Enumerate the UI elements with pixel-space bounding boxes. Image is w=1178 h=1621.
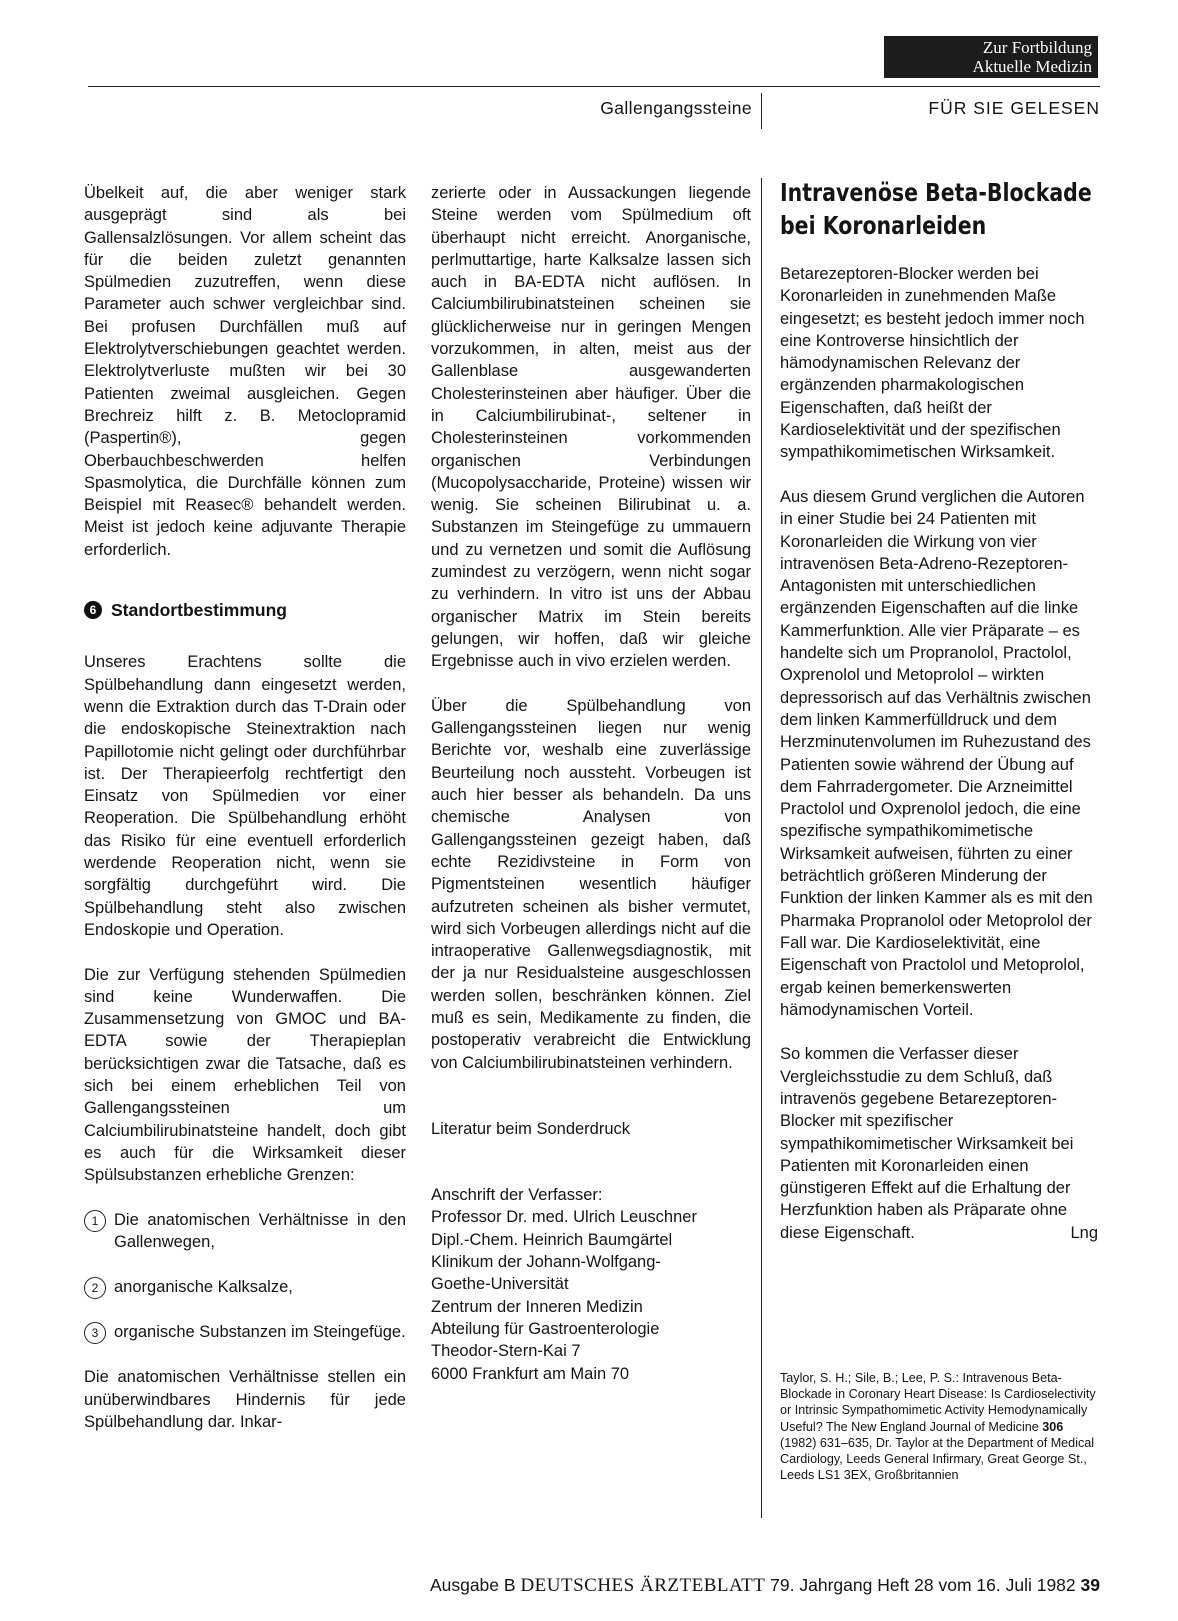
footer-issue: 79. Jahrgang Heft 28 vom 16. Juli 1982 [770,1575,1076,1595]
running-head-right: FÜR SIE GELESEN [928,98,1100,118]
article-title-line: Intravenöse Beta-Blockade [780,178,1092,207]
citation-volume: 306 [1042,1419,1064,1434]
address-line: Abteilung für Gastroenterologie [431,1319,660,1338]
footer-edition: Ausgabe B [429,1575,516,1595]
paragraph: Übelkeit auf, die aber weniger stark ausgeprägt sind als bei Gallensalzlösungen. Vor allem scheint das für die beiden zuletzt genannten Spülmedien zuzutreffen, wenn diese Parameter auch schwer vergleichbar sind. Bei profusen Durchfällen muß auf Elektrolytverschiebungen geachtet werden. Elektrolytverluste mußten wir bei 30 Patienten zweimal ausgleichen. Gegen Brechreiz hilft z. B. Metoclopramid (Paspertin®), gegen Oberbauchbeschwerden helfen Spasmolytica, die Durchfälle können zum Beispiel mit Reasec® behandelt werden. Meist ist jedoch keine adjuvante Therapie erforderlich. [84,184,406,559]
column-1 [84,182,406,1433]
address-line: Professor Dr. med. Ulrich Leuschner [431,1208,697,1227]
column-2 [431,182,751,1385]
page-number: 39 [1080,1575,1100,1595]
paragraph: Die anatomischen Verhältnisse stellen ein unüberwindbares Hindernis für jede Spülbehandlung dar. Inkar- [84,1368,406,1431]
paragraph: Die zur Verfügung stehenden Spülmedien sind keine Wunderwaffen. Die Zusammensetzung von GMOC und BA-EDTA sowie der Therapieplan berücksichtigen zwar die Tatsache, daß es sich bei einem erheblichen Teil von Gallengangssteinen um Calciumbilirubinatsteine handelt, doch gibt es auch für die Wirksamkeit dieser Spülsubstanzen erhebliche Grenzen: [84,965,406,1185]
author-initials: Lng [1070,1223,1098,1242]
address-line: Anschrift der Verfasser: [431,1186,603,1205]
list-item [84,1321,406,1344]
paragraph-text: So kommen die Verfasser dieser Vergleichsstudie zu dem Schluß, daß intravenös gegebene Betarezeptoren-Blocker mit spezifischer sympathikomimetischer Wirksamkeit bei Patienten mit Koronarleiden einen günstigeren Effekt auf die Erhaltung der Herzfunktion haben als Präparate ohne diese Eigenschaft. [780,1045,1074,1242]
section-heading [84,599,406,621]
address-line: Klinikum der Johann-Wolfgang- [431,1253,661,1272]
page-footer [0,1575,1100,1597]
section-label-box [884,36,1098,78]
paragraph: Unseres Erachtens sollte die Spülbehandlung dann eingesetzt werden, wenn die Extraktion durch das T-Drain oder die endoskopische Steinextraktion nach Papillotomie nicht gelingt oder durchführbar ist. Der Therapieerfolg rechtfertigt den Einsatz von Spülmedien vor einer Reoperation. Die Spülbehandlung erhöht das Risiko für eine eventuell erforderlich werdende Reoperation nicht, wenn sie sorgfältig durchgeführt wird. Die Spülbehandlung steht also zwischen Endoskopie und Operation. [84,653,406,939]
list-text: Die anatomischen Verhältnisse in den Gallenwegen, [114,1210,406,1252]
footer-journal: DEUTSCHES ÄRZTEBLATT [520,1575,766,1596]
address-line: Goethe-Universität [431,1275,569,1294]
paragraph: zerierte oder in Aussackungen liegende Steine werden vom Spülmedium oft überhaupt nicht erreicht. Anorganische, perlmuttartige, harte Kalksalze lassen sich auch in BA-EDTA nicht auflösen. In Calciumbilirubinatsteinen scheinen sie glücklicherweise nur in geringen Mengen vorzukommen, in alten, meist aus der Gallenblase ausgewanderten Cholesterinsteinen aber häufiger. Über die in Calciumbilirubinat-, seltener in Cholesterinsteinen vorkommenden organischen Verbindungen (Mucopolysaccharide, Proteine) wissen wir wenig. Sie scheinen Bilirubinat u. a. Substanzen im Steingefüge zu ummauern und zu vernetzen und somit die Auflösung zumindest zu verzögern, wenn nicht sogar zu verhindern. In vitro ist uns der Abbau organischer Matrix im Stein bereits gelungen, wir hoffen, daß wir gleiche Ergebnisse auch in vivo erzielen werden. [431,184,751,671]
section-label-line2: Aktuelle Medizin [972,57,1092,76]
paragraph: Über die Spülbehandlung von Gallengangssteinen liegen nur wenig Berichte vor, weshalb eine zuverlässige Beurteilung noch aussteht. Vorbeugen ist auch hier besser als behandeln. Da uns chemische Analysen von Gallengangssteinen gezeigt haben, daß echte Rezidivsteine in Form von Pigmentsteinen wesentlich häufiger aufzutreten scheinen als bisher vermutet, wird sich Vorbeugen allerdings nicht auf die intraoperative Gallenwegsdiagnostik, mit der ja nur Residualsteine ausgeschlossen werden sollen, beschränken können. Ziel muß es sein, Medikamente zu finden, die postoperativ verabreicht die Entwicklung von Calciumbilirubinatsteinen verhindern. [431,696,751,1072]
header-divider [761,93,762,129]
article-title [780,176,1101,242]
paragraph: Betarezeptoren-Blocker werden bei Koronarleiden in zunehmenden Maße eingesetzt; es besteht jedoch immer noch eine Kontroverse hinsichtlich der hämodynamischen Relevanz der ergänzenden pharmakologischen Eigenschaften, daß heißt der Kardioselektivität und der spezifischen sympathikomimetischen Wirksamkeit. [780,265,1085,462]
list-number: 3 [84,1322,106,1344]
section-label-line1: Zur Fortbildung [982,38,1092,57]
author-address [431,1184,751,1385]
top-rule [88,86,1100,87]
list-text: anorganische Kalksalze, [114,1277,293,1296]
list-text: organische Substanzen im Steingefüge. [114,1322,406,1341]
citation-text: Taylor, S. H.; Sile, B.; Lee, P. S.: Intravenous Beta-Blockade in Coronary Heart Disease: Is Cardioselectivity or Intrinsic Sympathomimetic Activity Hemodynamically Useful? The New England Journal of Medicine [780,1371,1096,1434]
address-line: 6000 Frankfurt am Main 70 [431,1364,630,1383]
paragraph [780,1043,1098,1244]
column-divider [761,178,762,1518]
citation-text: (1982) 631–635, Dr. Taylor at the Department of Medical Cardiology, Leeds General Infirmary, Great George St., Leeds LS1 3EX, Großbritannien [780,1435,1095,1483]
address-line: Zentrum der Inneren Medizin [431,1297,643,1316]
article-title-line: bei Koronarleiden [780,211,987,240]
list-number: 2 [84,1277,106,1299]
address-line: Dipl.-Chem. Heinrich Baumgärtel [431,1230,673,1249]
list-item [84,1276,406,1299]
paragraph: Aus diesem Grund verglichen die Autoren in einer Studie bei 24 Patienten mit Koronarleiden die Wirkung von vier intravenösen Beta-Adreno-Rezeptoren-Antagonisten mit unterschiedlichen ergänzenden Eigenschaften auf die linke Kammerfunktion. Alle vier Präparate – es handelte sich um Propranolol, Practolol, Oxprenolol und Metoprolol – wirkten depressorisch auf das Verhältnis zwischen dem linken Kammerfülldruck und dem Herzminutenvolumen im Ruhezustand des Patienten sowie während der Übung auf dem Fahrradergometer. Die Arzneimittel Practolol und Oxprenolol jedoch, die eine spezifische sympathikomimetische Wirksamkeit aufweisen, führten zu einer beträchtlich größeren Minderung der Funktion der linken Kammer als es mit den Pharmaka Propranolol oder Metoprolol der Fall war. Die Kardioselektivität, eine Eigenschaft von Practolol und Metoprolol, ergab keinen bemerkenswerten hämodynamischen Vorteil. [780,487,1093,1019]
address-line: Theodor-Stern-Kai 7 [431,1342,581,1361]
source-citation [780,1370,1098,1483]
section-number-badge: 6 [84,601,102,619]
running-head-left: Gallengangssteine [600,98,752,118]
column-3 [780,263,1098,1244]
section-title: Standortbestimmung [111,600,287,621]
literature-note: Literatur beim Sonderdruck [431,1119,631,1138]
list-item [84,1209,406,1254]
list-number: 1 [84,1210,106,1232]
